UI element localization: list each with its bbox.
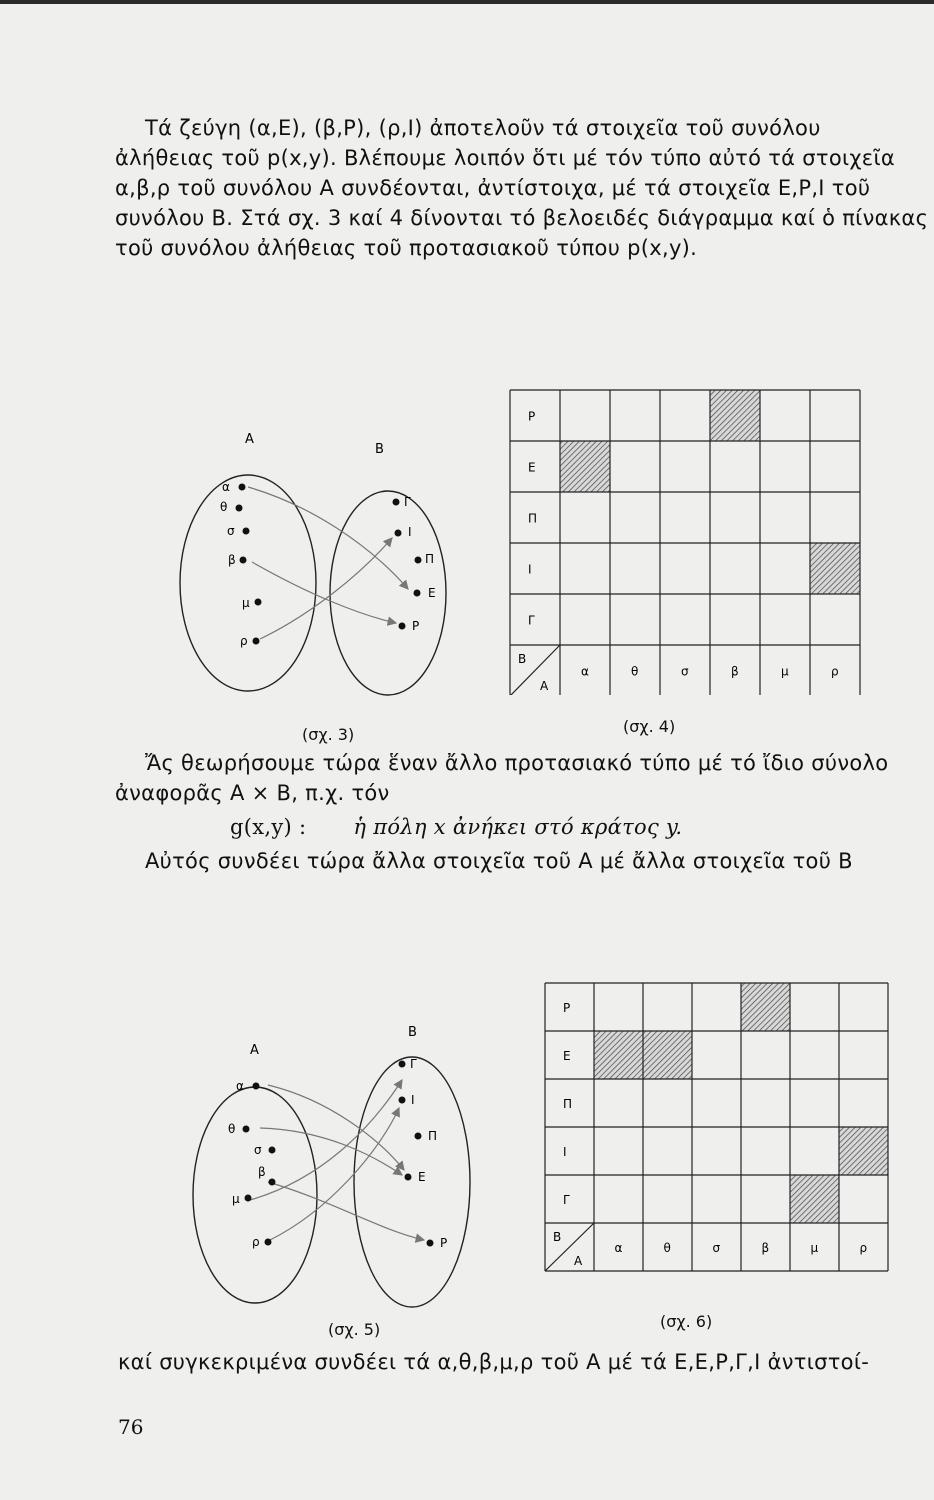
arrow-rho-to-I — [270, 1108, 399, 1240]
column-label: α — [614, 1241, 623, 1255]
element-rho-upper: Ρ — [440, 1236, 448, 1250]
arrow-alpha-to-E — [268, 1085, 404, 1170]
row-label: Ι — [528, 562, 532, 577]
element-pi: Π — [425, 552, 435, 566]
text-line: Αὐτός συνδέει τώρα ἄλλα στοιχεῖα τοῦ Α μέ ἄλλα στοιχεῖα τοῦ Β — [145, 849, 853, 873]
row-label: Π — [563, 1097, 573, 1111]
column-label: β — [761, 1241, 770, 1255]
element-gamma: Γ — [404, 495, 411, 509]
point — [395, 530, 402, 537]
corner-label-a: Α — [540, 679, 549, 693]
marked-cell — [790, 1175, 839, 1223]
point — [405, 1174, 412, 1181]
point — [427, 1240, 434, 1247]
set-b-label: Β — [375, 442, 384, 457]
column-label: θ — [631, 664, 639, 679]
element-mu: μ — [242, 596, 250, 610]
element-iota: Ι — [408, 525, 412, 539]
point — [399, 623, 406, 630]
row-label: Π — [528, 511, 538, 526]
point — [399, 1097, 406, 1104]
point — [415, 557, 422, 564]
column-label: ρ — [859, 1241, 868, 1255]
text-line: καί συγκεκριμένα συνδέει τά α,θ,β,μ,ρ τοῦ Α μέ τά Ε,Ε,Ρ,Γ,Ι ἀντιστοί- — [118, 1350, 870, 1374]
corner-label-b: Β — [518, 652, 527, 666]
marked-cell — [741, 983, 790, 1031]
row-label: Ε — [528, 460, 536, 475]
row-label: Ρ — [563, 1001, 571, 1015]
element-alpha: α — [222, 480, 230, 494]
column-label: ρ — [831, 664, 839, 679]
point — [240, 557, 247, 564]
figure-4-caption: (σχ. 4) — [623, 717, 676, 736]
row-label: Ι — [563, 1145, 567, 1159]
point — [399, 1061, 406, 1068]
row-label: Γ — [563, 1193, 570, 1207]
element-theta: θ — [228, 1122, 236, 1136]
element-rho: ρ — [252, 1235, 260, 1249]
arrow-beta-to-P — [268, 1182, 424, 1240]
point — [265, 1239, 272, 1246]
element-sigma: σ — [227, 524, 235, 538]
paragraph-2 — [115, 748, 895, 876]
element-sigma: σ — [254, 1143, 262, 1157]
element-beta: β — [228, 553, 236, 567]
element-rho: ρ — [240, 634, 248, 648]
figure-5-arrow-diagram — [180, 1020, 490, 1320]
element-theta: θ — [220, 500, 228, 514]
arrow-rho-to-I — [260, 538, 392, 639]
marked-cell — [710, 390, 760, 441]
element-epsilon: Ε — [428, 586, 436, 600]
point — [243, 1126, 250, 1133]
element-iota: Ι — [411, 1093, 415, 1107]
element-alpha: α — [236, 1079, 244, 1093]
arrow-theta-to-E — [260, 1128, 402, 1175]
point — [239, 484, 246, 491]
marked-cell — [643, 1031, 692, 1079]
point — [253, 1083, 260, 1090]
element-mu: μ — [232, 1192, 240, 1206]
column-label: σ — [712, 1241, 721, 1255]
marked-cell — [560, 441, 610, 492]
point — [269, 1147, 276, 1154]
marked-cell — [839, 1127, 888, 1175]
element-beta: β — [258, 1165, 266, 1179]
set-a-label: Α — [245, 432, 254, 447]
figure-6-truth-table — [540, 978, 900, 1288]
column-label: μ — [810, 1241, 819, 1255]
element-gamma: Γ — [410, 1057, 417, 1071]
figure-3-arrow-diagram — [160, 425, 470, 705]
column-label: μ — [781, 664, 789, 679]
marked-cell — [810, 543, 860, 594]
set-a-label: Α — [250, 1043, 259, 1058]
text-line: Τά ζεύγη (α,Ε), (β,Ρ), (ρ,Ι) ἀποτελοῦν τά στοιχεῖα τοῦ συνόλου — [145, 116, 821, 140]
corner-label-b: Β — [553, 1230, 562, 1244]
figure-5-caption: (σχ. 5) — [328, 1320, 381, 1339]
row-label: Γ — [528, 613, 535, 628]
text-line: Ἄς θεωρήσουμε τώρα ἕναν ἄλλο προτασιακό τύπο μέ τό ἴδιο σύνολο — [145, 751, 889, 775]
point — [253, 638, 260, 645]
point — [269, 1179, 276, 1186]
row-label: Ρ — [528, 409, 536, 424]
point — [255, 599, 262, 606]
point — [243, 528, 250, 535]
top-edge — [0, 0, 934, 4]
point — [415, 1133, 422, 1140]
element-epsilon: Ε — [418, 1170, 426, 1184]
formula-line — [115, 812, 895, 842]
arrow-beta-to-P — [252, 562, 396, 623]
text-line: ἀλήθειας τοῦ p(x,y). Βλέπουμε λοιπόν ὅτι μέ τόν τύπο αὐτό τά στοιχεῖα — [115, 146, 896, 170]
text-line: τοῦ συνόλου ἀλήθειας τοῦ προτασιακοῦ τύπου p(x,y). — [115, 236, 698, 260]
column-label: α — [581, 664, 589, 679]
point — [236, 505, 243, 512]
text-line: συνόλου Β. Στά σχ. 3 καί 4 δίνονται τό βελοειδές διάγραμμα καί ὁ πίνακας — [115, 206, 929, 230]
row-label: Ε — [563, 1049, 571, 1063]
column-label: σ — [681, 664, 689, 679]
formula-text: ἡ πόλη x ἀνήκει στό κράτος y. — [353, 815, 683, 839]
column-label: θ — [663, 1241, 671, 1255]
paragraph-1 — [115, 113, 929, 263]
element-pi: Π — [428, 1129, 438, 1143]
corner-label-a: Α — [574, 1254, 583, 1268]
element-rho-upper: Ρ — [412, 619, 420, 633]
figure-4-truth-table — [505, 385, 870, 695]
point — [393, 499, 400, 506]
page-number: 76 — [118, 1415, 144, 1439]
point — [414, 590, 421, 597]
point — [245, 1195, 252, 1202]
figure-6-caption: (σχ. 6) — [660, 1312, 713, 1331]
set-a-ellipse — [193, 1087, 317, 1303]
marked-cell — [594, 1031, 643, 1079]
text-line: α,β,ρ τοῦ συνόλου Α συνδέονται, ἀντίστοιχα, μέ τά στοιχεῖα Ε,Ρ,Ι τοῦ — [115, 176, 871, 200]
text-line: ἀναφορᾶς Α × Β, π.χ. τόν — [115, 781, 390, 805]
set-b-label: Β — [408, 1025, 417, 1040]
figure-3-caption: (σχ. 3) — [302, 725, 355, 744]
set-a-ellipse — [180, 475, 316, 691]
column-label: β — [731, 664, 739, 679]
paragraph-3 — [118, 1347, 898, 1377]
formula-name: g(x,y) : — [230, 815, 307, 839]
